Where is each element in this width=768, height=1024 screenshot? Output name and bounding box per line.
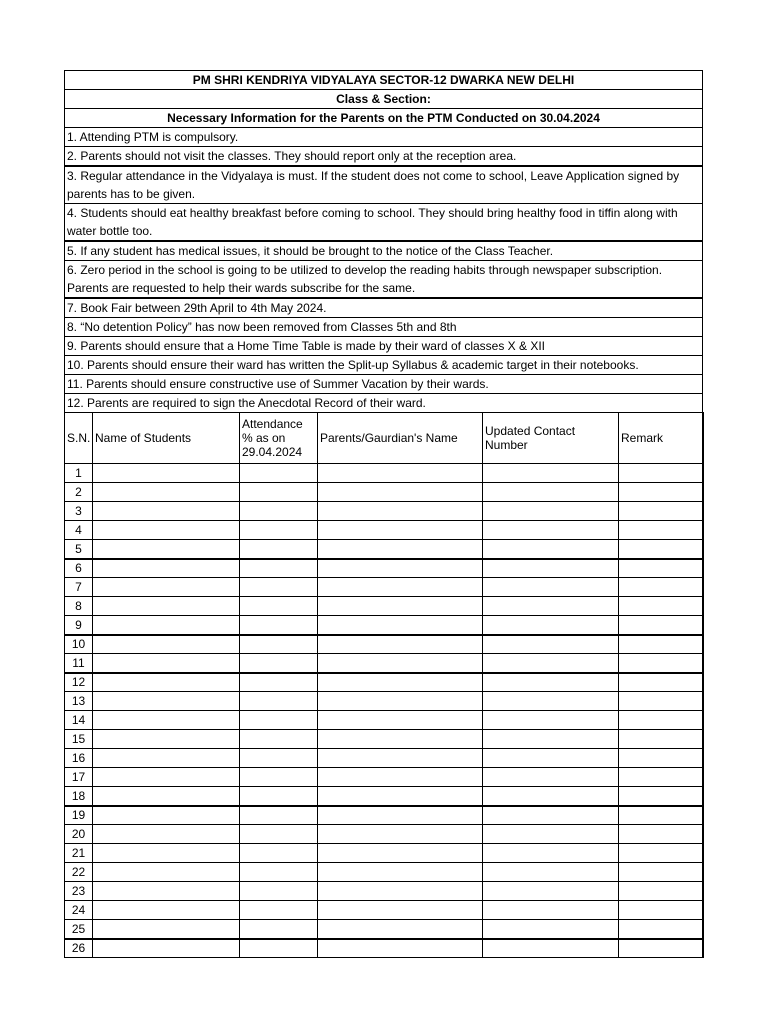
instruction-item: 7. Book Fair between 29th April to 4th May 2024. [65, 299, 702, 318]
attendance-cell[interactable] [240, 730, 318, 749]
sn-cell: 13 [65, 692, 93, 711]
table-row [65, 768, 704, 787]
sn-cell: 22 [65, 863, 93, 882]
remark-cell[interactable] [619, 597, 704, 616]
instruction-item: 3. Regular attendance in the Vidyalaya is must. If the student does not come to school, Leave Application signed by parents has to be given. [65, 167, 702, 204]
student-table [64, 412, 704, 958]
ptm-sheet [64, 70, 703, 958]
student-name-cell[interactable] [93, 901, 240, 920]
class-section-label: Class & Section: [65, 90, 702, 109]
contact-cell[interactable] [483, 578, 619, 597]
column-header-sn: S.N. [65, 413, 93, 464]
attendance-cell[interactable] [240, 939, 318, 958]
student-name-cell[interactable] [93, 787, 240, 806]
parent-name-cell[interactable] [318, 806, 483, 825]
attendance-cell[interactable] [240, 540, 318, 559]
parent-name-cell[interactable] [318, 768, 483, 787]
remark-cell[interactable] [619, 787, 704, 806]
attendance-cell[interactable] [240, 692, 318, 711]
sn-cell: 6 [65, 559, 93, 578]
sn-cell: 25 [65, 920, 93, 939]
student-name-cell[interactable] [93, 635, 240, 654]
column-header-contact: Updated Contact Number [483, 413, 619, 464]
instruction-item: 12. Parents are required to sign the Anecdotal Record of their ward. [67, 396, 426, 410]
table-row [65, 502, 704, 521]
attendance-cell[interactable] [240, 768, 318, 787]
contact-cell[interactable] [483, 559, 619, 578]
sn-cell: 18 [65, 787, 93, 806]
remark-cell[interactable] [619, 483, 704, 502]
attendance-cell[interactable] [240, 559, 318, 578]
table-header-row [65, 413, 704, 464]
table-row [65, 806, 704, 825]
attendance-cell[interactable] [240, 920, 318, 939]
parent-name-cell[interactable] [318, 920, 483, 939]
sn-cell: 26 [65, 939, 93, 958]
parent-name-cell[interactable] [318, 692, 483, 711]
contact-cell[interactable] [483, 692, 619, 711]
instruction-item: 1. Attending PTM is compulsory. [65, 128, 702, 147]
attendance-cell[interactable] [240, 806, 318, 825]
remark-cell[interactable] [619, 654, 704, 673]
remark-cell[interactable] [619, 502, 704, 521]
parent-name-cell[interactable] [318, 597, 483, 616]
parent-name-cell[interactable] [318, 863, 483, 882]
student-name-cell[interactable] [93, 806, 240, 825]
remark-cell[interactable] [619, 920, 704, 939]
sn-cell: 21 [65, 844, 93, 863]
column-header-remark: Remark [619, 413, 704, 464]
table-row [65, 597, 704, 616]
parent-name-cell[interactable] [318, 844, 483, 863]
parent-name-cell[interactable] [318, 939, 483, 958]
parent-name-cell[interactable] [318, 654, 483, 673]
contact-cell[interactable] [483, 540, 619, 559]
student-name-cell[interactable] [93, 540, 240, 559]
contact-cell[interactable] [483, 673, 619, 692]
parent-name-cell[interactable] [318, 616, 483, 635]
sn-cell: 3 [65, 502, 93, 521]
parent-name-cell[interactable] [318, 578, 483, 597]
parent-name-cell[interactable] [318, 901, 483, 920]
remark-cell[interactable] [619, 711, 704, 730]
attendance-cell[interactable] [240, 483, 318, 502]
table-row [65, 825, 704, 844]
contact-cell[interactable] [483, 863, 619, 882]
remark-cell[interactable] [619, 616, 704, 635]
student-name-cell[interactable] [93, 673, 240, 692]
attendance-cell[interactable] [240, 825, 318, 844]
table-row [65, 559, 704, 578]
remark-cell[interactable] [619, 521, 704, 540]
instruction-item: 4. Students should eat healthy breakfast before coming to school. They should bring healthy food in tiffin along with water bottle too. [65, 204, 702, 242]
attendance-cell[interactable] [240, 901, 318, 920]
contact-cell[interactable] [483, 616, 619, 635]
instruction-item: 2. Parents should not visit the classes. They should report only at the reception area. [65, 147, 702, 167]
table-row [65, 464, 704, 483]
sn-cell: 5 [65, 540, 93, 559]
contact-cell[interactable] [483, 939, 619, 958]
contact-cell[interactable] [483, 749, 619, 768]
contact-cell[interactable] [483, 768, 619, 787]
attendance-cell[interactable] [240, 578, 318, 597]
attendance-cell[interactable] [240, 711, 318, 730]
ptm-info-title: Necessary Information for the Parents on the PTM Conducted on 30.04.2024 [65, 109, 702, 128]
sn-cell: 12 [65, 673, 93, 692]
attendance-cell[interactable] [240, 749, 318, 768]
contact-cell[interactable] [483, 654, 619, 673]
contact-cell[interactable] [483, 521, 619, 540]
table-row [65, 730, 704, 749]
parent-name-cell[interactable] [318, 825, 483, 844]
instruction-item: 8. “No detention Policy” has now been removed from Classes 5th and 8th [65, 318, 702, 337]
sn-cell: 24 [65, 901, 93, 920]
sn-cell: 15 [65, 730, 93, 749]
parent-name-cell[interactable] [318, 673, 483, 692]
sn-cell: 7 [65, 578, 93, 597]
contact-cell[interactable] [483, 711, 619, 730]
contact-cell[interactable] [483, 464, 619, 483]
contact-cell[interactable] [483, 920, 619, 939]
student-name-cell[interactable] [93, 730, 240, 749]
instruction-item: 6. Zero period in the school is going to be utilized to develop the reading habits through newspaper subscription. Parents are requested to help their wards subscribe for the same. [65, 261, 702, 299]
table-row [65, 521, 704, 540]
sn-cell: 2 [65, 483, 93, 502]
table-row [65, 540, 704, 559]
attendance-cell[interactable] [240, 635, 318, 654]
remark-cell[interactable] [619, 844, 704, 863]
student-name-cell[interactable] [93, 616, 240, 635]
attendance-cell[interactable] [240, 502, 318, 521]
attendance-cell[interactable] [240, 521, 318, 540]
table-row [65, 635, 704, 654]
sn-cell: 19 [65, 806, 93, 825]
attendance-cell[interactable] [240, 844, 318, 863]
student-name-cell[interactable] [93, 559, 240, 578]
student-name-cell[interactable] [93, 502, 240, 521]
attendance-cell[interactable] [240, 863, 318, 882]
student-name-cell[interactable] [93, 483, 240, 502]
parent-name-cell[interactable] [318, 730, 483, 749]
student-name-cell[interactable] [93, 882, 240, 901]
table-row [65, 787, 704, 806]
sn-cell: 23 [65, 882, 93, 901]
remark-cell[interactable] [619, 540, 704, 559]
table-row [65, 920, 704, 939]
student-name-cell[interactable] [93, 692, 240, 711]
contact-cell[interactable] [483, 901, 619, 920]
student-name-cell[interactable] [93, 863, 240, 882]
remark-cell[interactable] [619, 635, 704, 654]
remark-cell[interactable] [619, 882, 704, 901]
table-row [65, 749, 704, 768]
remark-cell[interactable] [619, 559, 704, 578]
table-row [65, 483, 704, 502]
contact-cell[interactable] [483, 882, 619, 901]
attendance-cell[interactable] [240, 787, 318, 806]
remark-cell[interactable] [619, 825, 704, 844]
student-name-cell[interactable] [93, 920, 240, 939]
student-name-cell[interactable] [93, 939, 240, 958]
table-row [65, 673, 704, 692]
remark-cell[interactable] [619, 768, 704, 787]
contact-cell[interactable] [483, 825, 619, 844]
student-name-cell[interactable] [93, 597, 240, 616]
sn-cell: 9 [65, 616, 93, 635]
table-row [65, 939, 704, 958]
contact-cell[interactable] [483, 730, 619, 749]
instruction-item: 9. Parents should ensure that a Home Time Table is made by their ward of classes X & XII [65, 337, 702, 356]
remark-cell[interactable] [619, 749, 704, 768]
column-header-attendance: Attendance % as on 29.04.2024 [240, 413, 318, 464]
student-name-cell[interactable] [93, 844, 240, 863]
student-name-cell[interactable] [93, 768, 240, 787]
parent-name-cell[interactable] [318, 502, 483, 521]
sn-cell: 17 [65, 768, 93, 787]
contact-cell[interactable] [483, 597, 619, 616]
sn-cell: 16 [65, 749, 93, 768]
sn-cell: 11 [65, 654, 93, 673]
contact-cell[interactable] [483, 483, 619, 502]
column-header-student-name: Name of Students [93, 413, 240, 464]
student-name-cell[interactable] [93, 578, 240, 597]
school-name: PM SHRI KENDRIYA VIDYALAYA SECTOR-12 DWARKA NEW DELHI [65, 71, 702, 90]
sn-cell: 8 [65, 597, 93, 616]
instruction-item: 10. Parents should ensure their ward has written the Split-up Syllabus & academic target in their notebooks. [65, 356, 702, 375]
parent-name-cell[interactable] [318, 521, 483, 540]
table-row [65, 654, 704, 673]
student-name-cell[interactable] [93, 711, 240, 730]
attendance-cell[interactable] [240, 597, 318, 616]
table-row [65, 616, 704, 635]
attendance-cell[interactable] [240, 464, 318, 483]
table-row [65, 844, 704, 863]
instruction-item: 5. If any student has medical issues, it should be brought to the notice of the Class Teacher. [65, 242, 702, 261]
table-row [65, 692, 704, 711]
remark-cell[interactable] [619, 863, 704, 882]
column-header-parent-name: Parents/Gaurdian's Name [318, 413, 483, 464]
attendance-cell[interactable] [240, 654, 318, 673]
contact-cell[interactable] [483, 635, 619, 654]
sn-cell: 1 [65, 464, 93, 483]
remark-cell[interactable] [619, 806, 704, 825]
parent-name-cell[interactable] [318, 749, 483, 768]
parent-name-cell[interactable] [318, 787, 483, 806]
remark-cell[interactable] [619, 901, 704, 920]
parent-name-cell[interactable] [318, 635, 483, 654]
sn-cell: 14 [65, 711, 93, 730]
table-row [65, 882, 704, 901]
sn-cell: 4 [65, 521, 93, 540]
attendance-cell[interactable] [240, 616, 318, 635]
remark-cell[interactable] [619, 692, 704, 711]
remark-cell[interactable] [619, 464, 704, 483]
parent-name-cell[interactable] [318, 464, 483, 483]
parent-name-cell[interactable] [318, 559, 483, 578]
student-name-cell[interactable] [93, 464, 240, 483]
student-name-cell[interactable] [93, 749, 240, 768]
table-row [65, 863, 704, 882]
student-name-cell[interactable] [93, 654, 240, 673]
student-name-cell[interactable] [93, 825, 240, 844]
table-row [65, 711, 704, 730]
remark-cell[interactable] [619, 578, 704, 597]
attendance-cell[interactable] [240, 882, 318, 901]
student-name-cell[interactable] [93, 521, 240, 540]
remark-cell[interactable] [619, 939, 704, 958]
parent-name-cell[interactable] [318, 711, 483, 730]
contact-cell[interactable] [483, 806, 619, 825]
contact-cell[interactable] [483, 502, 619, 521]
parent-name-cell[interactable] [318, 882, 483, 901]
remark-cell[interactable] [619, 673, 704, 692]
remark-cell[interactable] [619, 730, 704, 749]
table-row [65, 901, 704, 920]
parent-name-cell[interactable] [318, 540, 483, 559]
sn-cell: 20 [65, 825, 93, 844]
instruction-item: 11. Parents should ensure constructive use of Summer Vacation by their wards. [65, 375, 702, 394]
contact-cell[interactable] [483, 844, 619, 863]
table-row [65, 578, 704, 597]
attendance-cell[interactable] [240, 673, 318, 692]
sn-cell: 10 [65, 635, 93, 654]
parent-name-cell[interactable] [318, 483, 483, 502]
contact-cell[interactable] [483, 787, 619, 806]
